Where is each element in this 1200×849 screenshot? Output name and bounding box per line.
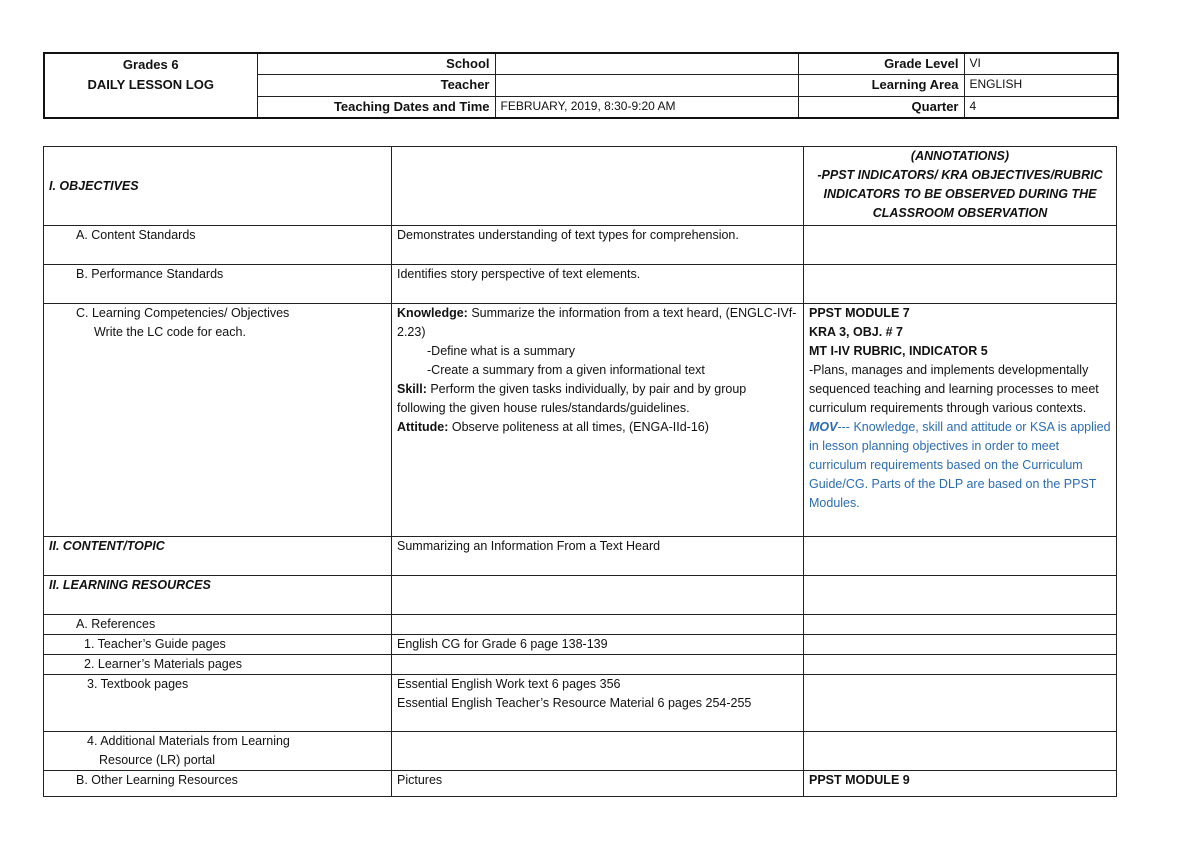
- skill-label: Skill:: [397, 382, 427, 396]
- table-row: [44, 537, 1117, 576]
- annotations-description: -PPST INDICATORS/ KRA OBJECTIVES/RUBRIC INDICATORS TO BE OBSERVED DURING THE CLASSROOM OBSERVATION: [817, 168, 1103, 220]
- objectives-heading: I. OBJECTIVES: [44, 147, 392, 226]
- references-value[interactable]: [392, 615, 804, 635]
- learners-materials-value[interactable]: [392, 655, 804, 675]
- learning-competencies-label: [44, 304, 392, 537]
- learners-materials-annotation: [804, 655, 1117, 675]
- grade-level-field[interactable]: VI: [964, 53, 1118, 75]
- table-row: [44, 615, 1117, 635]
- school-field[interactable]: [495, 53, 798, 75]
- knowledge-label: Knowledge:: [397, 306, 468, 320]
- textbook-value-line1: Essential English Work text 6 pages 356: [397, 677, 621, 691]
- table-row: [44, 732, 1117, 771]
- objectives-blank-cell: [392, 147, 804, 226]
- table-row: [44, 304, 1117, 537]
- textbook-value[interactable]: [392, 675, 804, 732]
- additional-materials-line1: 4. Additional Materials from Learning: [87, 734, 290, 748]
- teachers-guide-value[interactable]: English CG for Grade 6 page 138-139: [392, 635, 804, 655]
- mov-label: MOV: [809, 420, 838, 434]
- performance-standards-annotation: [804, 265, 1117, 304]
- table-row: [44, 147, 1117, 226]
- table-row: [44, 576, 1117, 615]
- content-standards-label: A. Content Standards: [44, 226, 392, 265]
- knowledge-sub2: -Create a summary from a given informational text: [427, 363, 705, 377]
- knowledge-sub1: -Define what is a summary: [427, 344, 575, 358]
- rubric-indicator: MT I-IV RUBRIC, INDICATOR 5: [809, 344, 988, 358]
- attitude-label: Attitude:: [397, 420, 449, 434]
- teachers-guide-annotation: [804, 635, 1117, 655]
- attitude-text: Observe politeness at all times, (ENGA-IId-16): [448, 420, 709, 434]
- textbook-label: 3. Textbook pages: [44, 675, 392, 732]
- quarter-field[interactable]: 4: [964, 96, 1118, 118]
- annotations-heading: [804, 147, 1117, 226]
- other-resources-label: B. Other Learning Resources: [44, 771, 392, 797]
- teacher-label: Teacher: [257, 75, 495, 96]
- content-topic-annotation: [804, 537, 1117, 576]
- additional-materials-line2: Resource (LR) portal: [99, 753, 216, 767]
- learning-resources-blank: [392, 576, 804, 615]
- table-row: [44, 675, 1117, 732]
- learning-competencies-value[interactable]: [392, 304, 804, 537]
- other-resources-value[interactable]: Pictures: [392, 771, 804, 797]
- references-annotation: [804, 615, 1117, 635]
- school-label: School: [257, 53, 495, 75]
- textbook-value-line2: Essential English Teacher’s Resource Material 6 pages 254-255: [397, 696, 752, 710]
- content-topic-heading: II. CONTENT/TOPIC: [44, 537, 392, 576]
- dll-title: DAILY LESSON LOG: [87, 77, 214, 92]
- performance-standards-label: B. Performance Standards: [44, 265, 392, 304]
- table-row: [44, 655, 1117, 675]
- additional-materials-value[interactable]: [392, 732, 804, 771]
- ppst-module-9: PPST MODULE 9: [804, 771, 1117, 797]
- grade-level-label: Grade Level: [798, 53, 964, 75]
- teacher-field[interactable]: [495, 75, 798, 96]
- teachers-guide-label: 1. Teacher’s Guide pages: [44, 635, 392, 655]
- references-label: A. References: [44, 615, 392, 635]
- performance-standards-value[interactable]: Identifies story perspective of text elements.: [392, 265, 804, 304]
- learning-area-label: Learning Area: [798, 75, 964, 96]
- textbook-annotation: [804, 675, 1117, 732]
- kra-objective: KRA 3, OBJ. # 7: [809, 325, 904, 339]
- additional-materials-label: [44, 732, 392, 771]
- teaching-dates-field[interactable]: FEBRUARY, 2019, 8:30-9:20 AM: [495, 96, 798, 118]
- content-standards-value[interactable]: Demonstrates understanding of text types for comprehension.: [392, 226, 804, 265]
- learning-competencies-annotation: [804, 304, 1117, 537]
- table-row: [44, 265, 1117, 304]
- ppst-description: -Plans, manages and implements developmentally sequenced teaching and learning processes to meet curriculum requirements through various contexts.: [809, 363, 1099, 415]
- table-row: [44, 771, 1117, 797]
- mov-text: --- Knowledge, skill and attitude or KSA is applied in lesson planning objectives in order to meet curriculum requirements based on the Curriculum Guide/CG. Parts of the DLP are based on the PPST Modules.: [809, 420, 1111, 510]
- learning-area-field[interactable]: ENGLISH: [964, 75, 1118, 96]
- quarter-label: Quarter: [798, 96, 964, 118]
- table-row: [44, 226, 1117, 265]
- learning-resources-annotation: [804, 576, 1117, 615]
- lc-label-line1: C. Learning Competencies/ Objectives: [76, 306, 290, 320]
- lc-label-line2: Write the LC code for each.: [94, 325, 246, 339]
- annotations-title: (ANNOTATIONS): [910, 149, 1010, 163]
- ppst-module-7: PPST MODULE 7: [809, 306, 910, 320]
- knowledge-text: Summarize the information from a text heard, (ENGLC-IVf-2.23): [397, 306, 797, 339]
- grade-title: Grades 6: [122, 57, 179, 72]
- lesson-log-table: [43, 146, 1117, 797]
- table-row: [44, 635, 1117, 655]
- content-standards-annotation: [804, 226, 1117, 265]
- learning-resources-heading: II. LEARNING RESOURCES: [44, 576, 392, 615]
- header-table: [43, 52, 1119, 119]
- additional-materials-annotation: [804, 732, 1117, 771]
- content-topic-value[interactable]: Summarizing an Information From a Text Heard: [392, 537, 804, 576]
- learners-materials-label: 2. Learner’s Materials pages: [44, 655, 392, 675]
- skill-text: Perform the given tasks individually, by pair and by group following the given house rules/standards/guidelines.: [397, 382, 747, 415]
- dll-title-cell: [44, 53, 257, 118]
- teaching-dates-label: Teaching Dates and Time: [257, 96, 495, 118]
